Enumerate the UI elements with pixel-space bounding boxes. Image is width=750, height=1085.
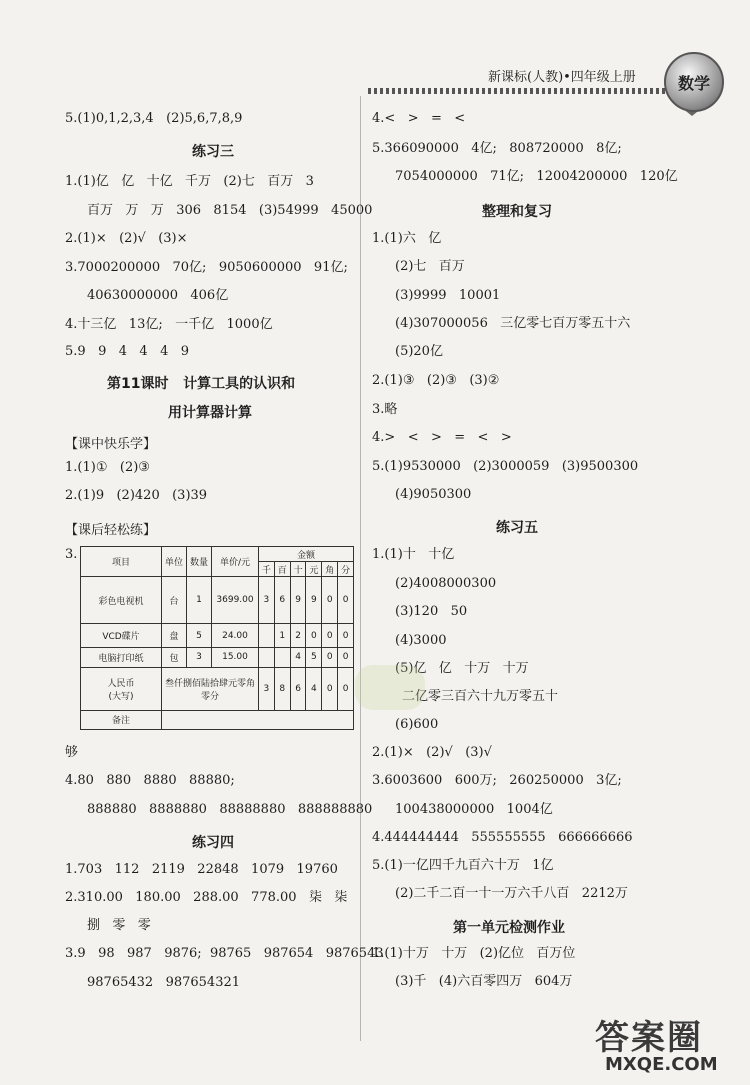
digit-cell: 0	[322, 624, 338, 648]
answer-line: 2.(1)9 (2)420 (3)39	[65, 488, 208, 503]
table-row	[81, 710, 354, 729]
answer-line: (3)千 (4)六百零四万 604万	[395, 974, 573, 989]
section-heading: 第一单元检测作业	[453, 920, 565, 936]
watermark-url: MXQE.COM	[605, 1054, 718, 1075]
qty-cell: 3	[187, 648, 212, 667]
price-cell: 24.00	[212, 624, 259, 648]
answer-line: 1.(1)① (2)③	[65, 460, 150, 475]
qty-cell: 5	[187, 624, 212, 648]
digit-cell: 0	[338, 648, 354, 667]
answer-line: 4.< > = <	[372, 111, 466, 126]
answer-line: 100438000000 1004亿	[395, 802, 553, 817]
table-row	[81, 577, 354, 624]
answer-line: 2.(1)× (2)√ (3)√	[372, 745, 492, 760]
digit-cell	[274, 648, 290, 667]
digit-cell	[259, 624, 275, 648]
answer-line: 5.366090000 4亿; 808720000 8亿;	[372, 141, 622, 156]
answer-line: 3.6003600 600万; 260250000 3亿;	[372, 773, 622, 788]
answer-line: (4)3000	[395, 633, 447, 648]
unit-cell: 包	[162, 648, 187, 667]
answer-line: 7054000000 71亿; 12004200000 120亿	[395, 169, 678, 184]
digit-cell: 8	[274, 667, 290, 710]
answer-line: 3.7000200000 70亿; 9050600000 91亿;	[65, 260, 348, 275]
answer-line: 5.(1)一亿四千九百六十万 1亿	[372, 858, 554, 873]
price-cell: 3699.00	[212, 577, 259, 624]
digit-cell: 4	[306, 667, 322, 710]
answer-line: 够	[65, 745, 79, 760]
digit-header: 十	[290, 562, 306, 577]
header-rule	[368, 88, 668, 94]
qty-cell: 1	[187, 577, 212, 624]
question-number: 3.	[65, 547, 78, 562]
section-label: 【课中快乐学】	[65, 437, 157, 452]
header-cell: 项目	[81, 547, 162, 577]
invoice-table	[80, 546, 354, 730]
watermark	[595, 1010, 745, 1080]
lesson-heading: 第11课时 计算工具的认识和	[107, 376, 296, 392]
answer-line: (2)二千二百一十一万六千八百 2212万	[395, 886, 628, 901]
answer-line: (5)亿 亿 十万 十万	[395, 661, 529, 676]
header-title: 新课标(人教)•四年级上册	[488, 70, 636, 85]
answer-line: (3)120 50	[395, 604, 468, 619]
header-cell: 数量	[187, 547, 212, 577]
digit-cell: 0	[322, 648, 338, 667]
item-cell: 彩色电视机	[81, 577, 162, 624]
digit-cell: 3	[259, 667, 275, 710]
digit-cell	[259, 648, 275, 667]
digit-header: 千	[259, 562, 275, 577]
watermark-logo: 答案圈	[595, 1018, 703, 1058]
answer-line: 98765432 987654321	[87, 975, 241, 990]
digit-cell: 5	[306, 648, 322, 667]
digit-cell: 2	[290, 624, 306, 648]
answer-line: (5)20亿	[395, 344, 443, 359]
answer-line: 百万 万 万 306 8154 (3)54999 45000	[87, 203, 373, 218]
answer-line: 2.(1)③ (2)③ (3)②	[372, 373, 500, 388]
header-cell: 单价/元	[212, 547, 259, 577]
rmb-label: 人民币	[107, 678, 135, 689]
section-heading: 整理和复习	[482, 204, 552, 220]
rmb-label-cell	[81, 667, 162, 710]
digit-cell: 6	[290, 667, 306, 710]
answer-line: 1.(1)十 十亿	[372, 547, 455, 562]
answer-line: 40630000000 406亿	[87, 288, 229, 303]
unit-cell: 台	[162, 577, 187, 624]
answer-line: 4.> < > = < >	[372, 430, 512, 445]
digit-cell: 0	[338, 624, 354, 648]
answer-line: 2.(1)× (2)√ (3)×	[65, 231, 188, 246]
answer-line: 5.9 9 4 4 4 9	[65, 344, 190, 359]
digit-header: 百	[274, 562, 290, 577]
rmb-text-cell: 叁仟捌佰陆拾肆元零角零分	[162, 667, 259, 710]
section-label: 【课后轻松练】	[65, 523, 157, 538]
subject-badge	[664, 52, 724, 112]
digit-header: 元	[306, 562, 322, 577]
digit-header: 角	[322, 562, 338, 577]
price-cell: 15.00	[212, 648, 259, 667]
digit-cell: 6	[274, 577, 290, 624]
digit-cell: 0	[338, 667, 354, 710]
table-row	[81, 667, 354, 710]
digit-cell: 3	[259, 577, 275, 624]
answer-line: 1.(1)亿 亿 十亿 千万 (2)七 百万 3	[65, 174, 314, 189]
section-heading: 练习三	[192, 144, 234, 160]
answer-line: 5.(1)9530000 (2)3000059 (3)9500300	[372, 459, 639, 474]
item-cell: VCD碟片	[81, 624, 162, 648]
answer-line: 1.(1)十万 十万 (2)亿位 百万位	[372, 946, 576, 961]
answer-line: (3)9999 10001	[395, 288, 501, 303]
table-row	[81, 624, 354, 648]
rmb-sub: (大写)	[108, 691, 134, 702]
table-row	[81, 648, 354, 667]
header-cell: 单位	[162, 547, 187, 577]
answer-line: (4)9050300	[395, 487, 472, 502]
digit-cell: 4	[290, 648, 306, 667]
answer-line: 4.80 880 8880 88880;	[65, 773, 235, 788]
unit-cell: 盘	[162, 624, 187, 648]
lesson-heading: 用计算器计算	[168, 405, 252, 421]
answer-line: 2.310.00 180.00 288.00 778.00 柒 柒	[65, 890, 348, 905]
answer-line: 4.444444444 555555555 666666666	[372, 830, 633, 845]
digit-cell: 0	[322, 577, 338, 624]
answer-line: 4.十三亿 13亿; 一千亿 1000亿	[65, 317, 273, 332]
item-cell: 电脑打印纸	[81, 648, 162, 667]
answer-line: 捌 零 零	[87, 918, 151, 933]
note-label-cell: 备注	[81, 710, 162, 729]
answer-line: 3.9 98 987 9876; 98765 987654 9876543	[65, 946, 384, 961]
section-heading: 练习五	[496, 520, 538, 536]
digit-header: 分	[338, 562, 354, 577]
answer-line: (4)307000056 三亿零七百万零五十六	[395, 316, 631, 331]
answer-line: 1.(1)六 亿	[372, 231, 442, 246]
answer-line: 5.(1)0,1,2,3,4 (2)5,6,7,8,9	[65, 111, 243, 126]
digit-cell: 9	[306, 577, 322, 624]
answer-line: (2)4008000300	[395, 576, 497, 591]
faint-stamp	[355, 665, 425, 710]
answer-line: (6)600	[395, 717, 439, 732]
answer-line: (2)七 百万	[395, 259, 465, 274]
digit-cell: 1	[274, 624, 290, 648]
digit-cell: 0	[338, 577, 354, 624]
answer-line: 888880 8888880 88888880 888888880	[87, 802, 373, 817]
section-heading: 练习四	[192, 835, 234, 851]
answer-line: 3.略	[372, 402, 398, 417]
badge-label: 数学	[677, 73, 710, 93]
answer-line: 二亿零三百六十九万零五十	[402, 689, 559, 704]
note-cell	[162, 710, 354, 729]
column-divider	[360, 96, 361, 1041]
digit-cell: 0	[322, 667, 338, 710]
digit-cell: 0	[306, 624, 322, 648]
header-cell: 金额	[259, 547, 354, 562]
digit-cell: 9	[290, 577, 306, 624]
answer-line: 1.703 112 2119 22848 1079 19760	[65, 862, 338, 877]
